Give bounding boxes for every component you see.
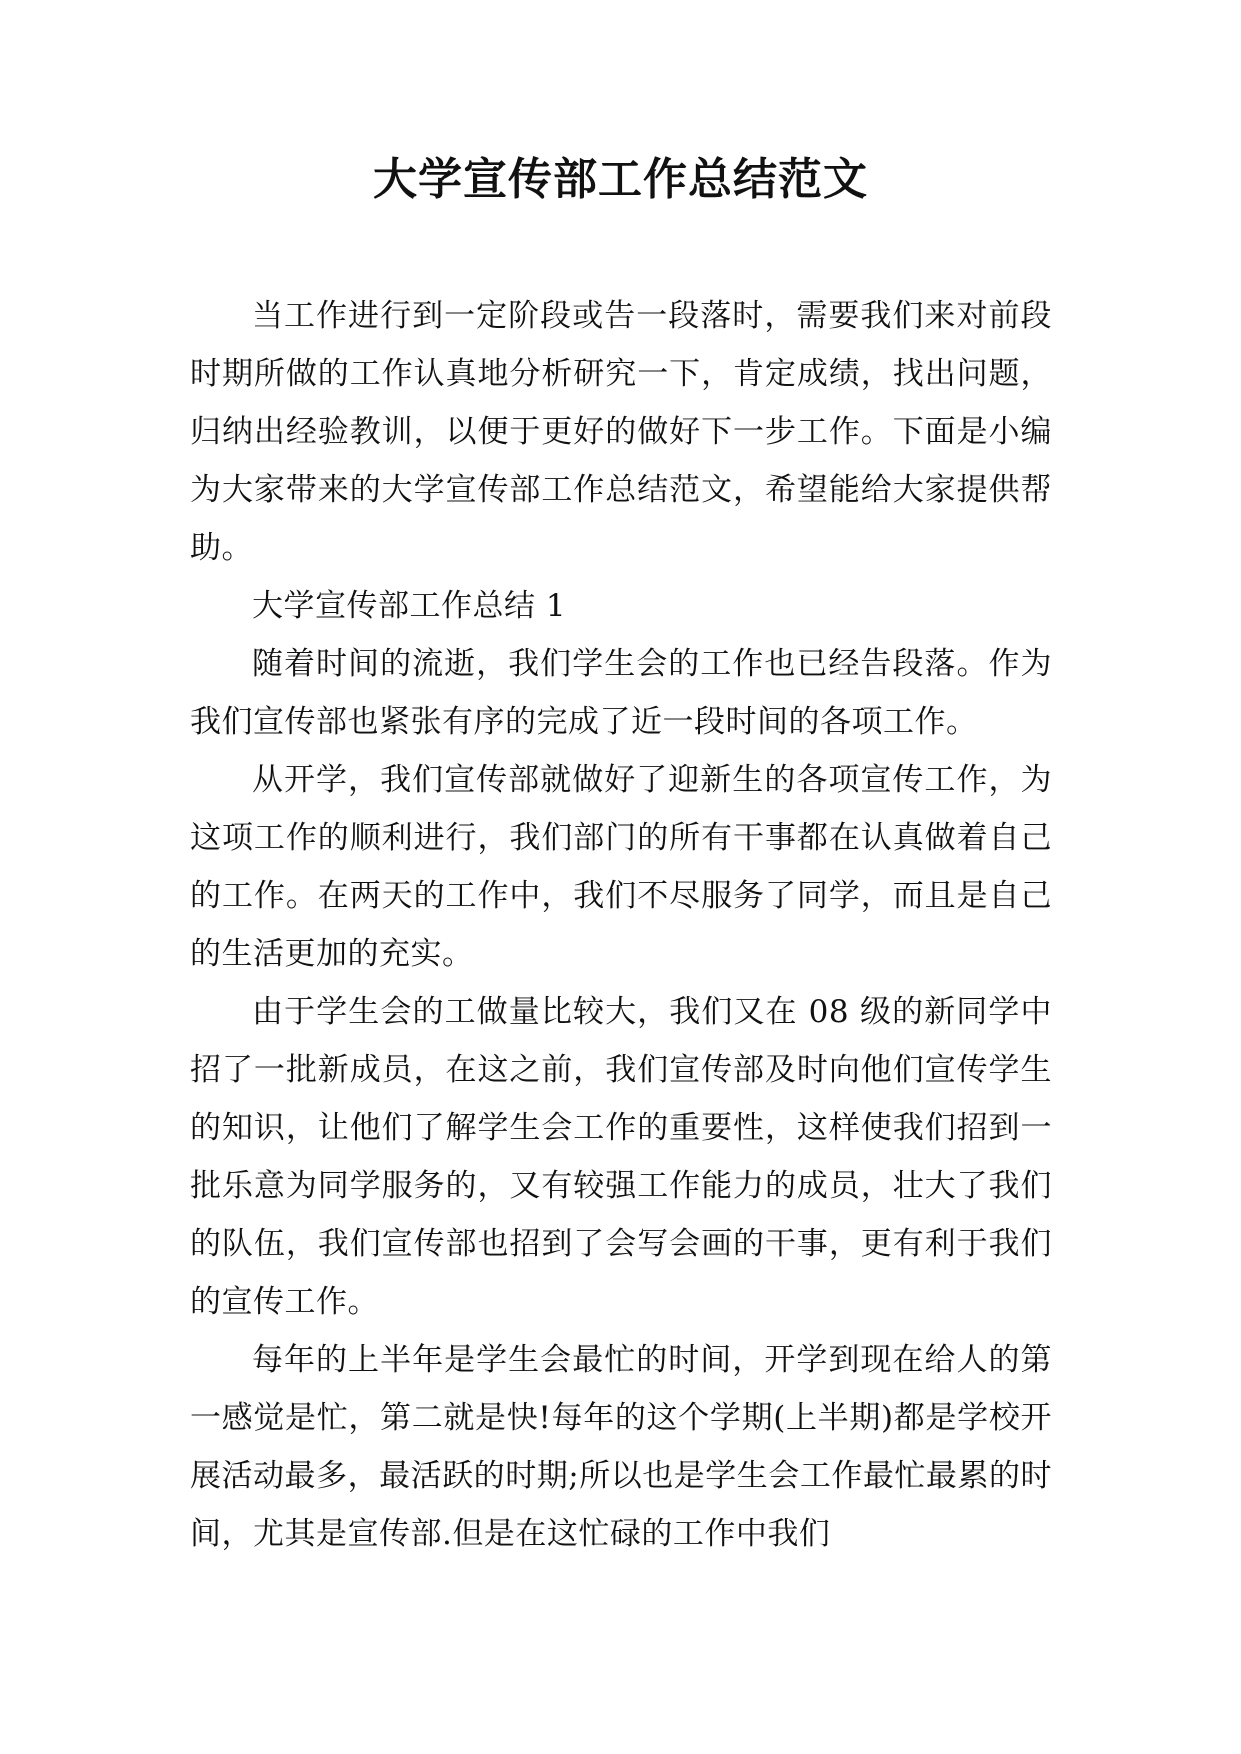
section-heading: 大学宣传部工作总结 1 — [252, 588, 567, 624]
document-title: 大学宣传部工作总结范文 — [373, 154, 868, 205]
document-body — [190, 287, 1052, 1563]
paragraph: 从开学，我们宣传部就做好了迎新生的各项宣传工作，为这项工作的顺利进行，我们部门的所有干事都在认真做着自己的工作。在两天的工作中，我们不尽服务了同学，而且是自己的生活更加的充实。 — [190, 762, 1052, 972]
paragraph-intro: 当工作进行到一定阶段或告一段落时，需要我们来对前段时期所做的工作认真地分析研究一下，肯定成绩，找出问题，归纳出经验教训，以便于更好的做好下一步工作。下面是小编为大家带来的大学宣传部工作总结范文，希望能给大家提供帮助。 — [190, 298, 1052, 566]
paragraph: 由于学生会的工做量比较大，我们又在 08 级的新同学中招了一批新成员，在这之前，我们宣传部及时向他们宣传学生的知识，让他们了解学生会工作的重要性，这样使我们招到一批乐意为同学服务的，又有较强工作能力的成员，壮大了我们的队伍，我们宣传部也招到了会写会画的干事，更有利于我们的宣传工作。 — [190, 994, 1052, 1320]
paragraph: 每年的上半年是学生会最忙的时间，开学到现在给人的第一感觉是忙，第二就是快!每年的这个学期(上半期)都是学校开展活动最多，最活跃的时期;所以也是学生会工作最忙最累的时间，尤其是宣传部.但是在这忙碌的工作中我们 — [190, 1342, 1052, 1552]
paragraph: 随着时间的流逝，我们学生会的工作也已经告段落。作为我们宣传部也紧张有序的完成了近一段时间的各项工作。 — [190, 646, 1052, 740]
